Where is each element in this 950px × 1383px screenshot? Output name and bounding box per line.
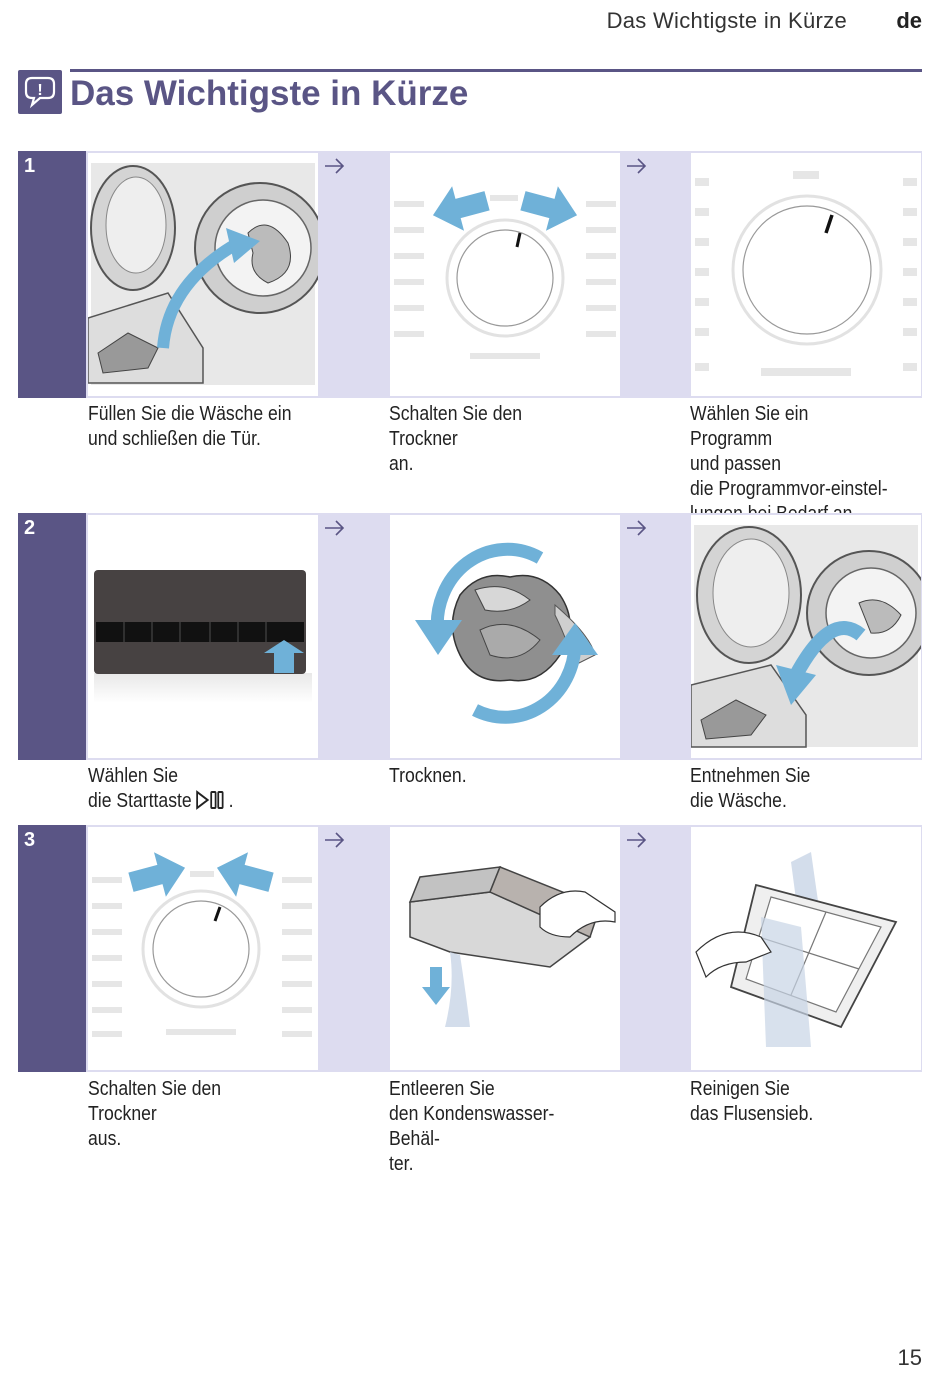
- step-number: 3: [24, 829, 36, 851]
- illustration-dial-turn-off: [88, 827, 318, 1070]
- header-rule: [70, 69, 922, 72]
- illustration-dial-turn-on: [390, 153, 620, 396]
- illustration-select-program: [691, 153, 921, 396]
- step-3-caption-3: Reinigen Sie das Flusensieb.: [690, 1078, 814, 1125]
- step-3-caption-1: Schalten Sie den Trockner aus.: [88, 1078, 222, 1150]
- step-1-caption-2: Schalten Sie den Trockner an.: [389, 403, 523, 475]
- page-number: 15: [897, 1345, 922, 1370]
- step-1-caption-3: Wählen Sie ein Programm und passen die Programmvor-einstel-: [690, 403, 888, 500]
- next-step-arrow-icon: [625, 517, 649, 539]
- play-pause-icon: [195, 789, 228, 811]
- next-step-arrow-icon: [625, 829, 649, 851]
- next-step-arrow-icon: [323, 517, 347, 539]
- next-step-arrow-icon: [625, 155, 649, 177]
- illustration-empty-water-container: [390, 827, 620, 1070]
- illustration-load-laundry: [88, 153, 318, 396]
- svg-text:!: !: [37, 82, 43, 99]
- step-number: 2: [24, 517, 36, 539]
- step-1-caption-1: Füllen Sie die Wäsche ein und schließen die Tür.: [88, 403, 292, 450]
- illustration-clean-lint-filter: [691, 827, 921, 1070]
- step-3-caption-2: Entleeren Sie den Kondenswasser-Behäl- ter.: [389, 1078, 555, 1175]
- step-2-caption-2: Trocknen.: [389, 765, 467, 787]
- step-2-caption-1: Wählen Sie die Starttaste .: [88, 765, 234, 812]
- speech-bubble-icon: [18, 70, 62, 114]
- running-header-title: Das Wichtigste in Kürze: [606, 8, 847, 33]
- step-2-caption-3: Entnehmen Sie die Wäsche.: [690, 765, 811, 812]
- next-step-arrow-icon: [323, 155, 347, 177]
- step-3-block: [18, 825, 922, 1072]
- illustration-start-button: [88, 515, 318, 758]
- step-2-block: [18, 513, 922, 760]
- illustration-remove-laundry: [691, 515, 921, 758]
- language-code: de: [896, 8, 922, 33]
- section-title: Das Wichtigste in Kürze: [70, 74, 469, 113]
- illustration-drying-drum: [390, 515, 620, 758]
- step-1-block: [18, 151, 922, 398]
- step-number: 1: [24, 155, 36, 177]
- next-step-arrow-icon: [323, 829, 347, 851]
